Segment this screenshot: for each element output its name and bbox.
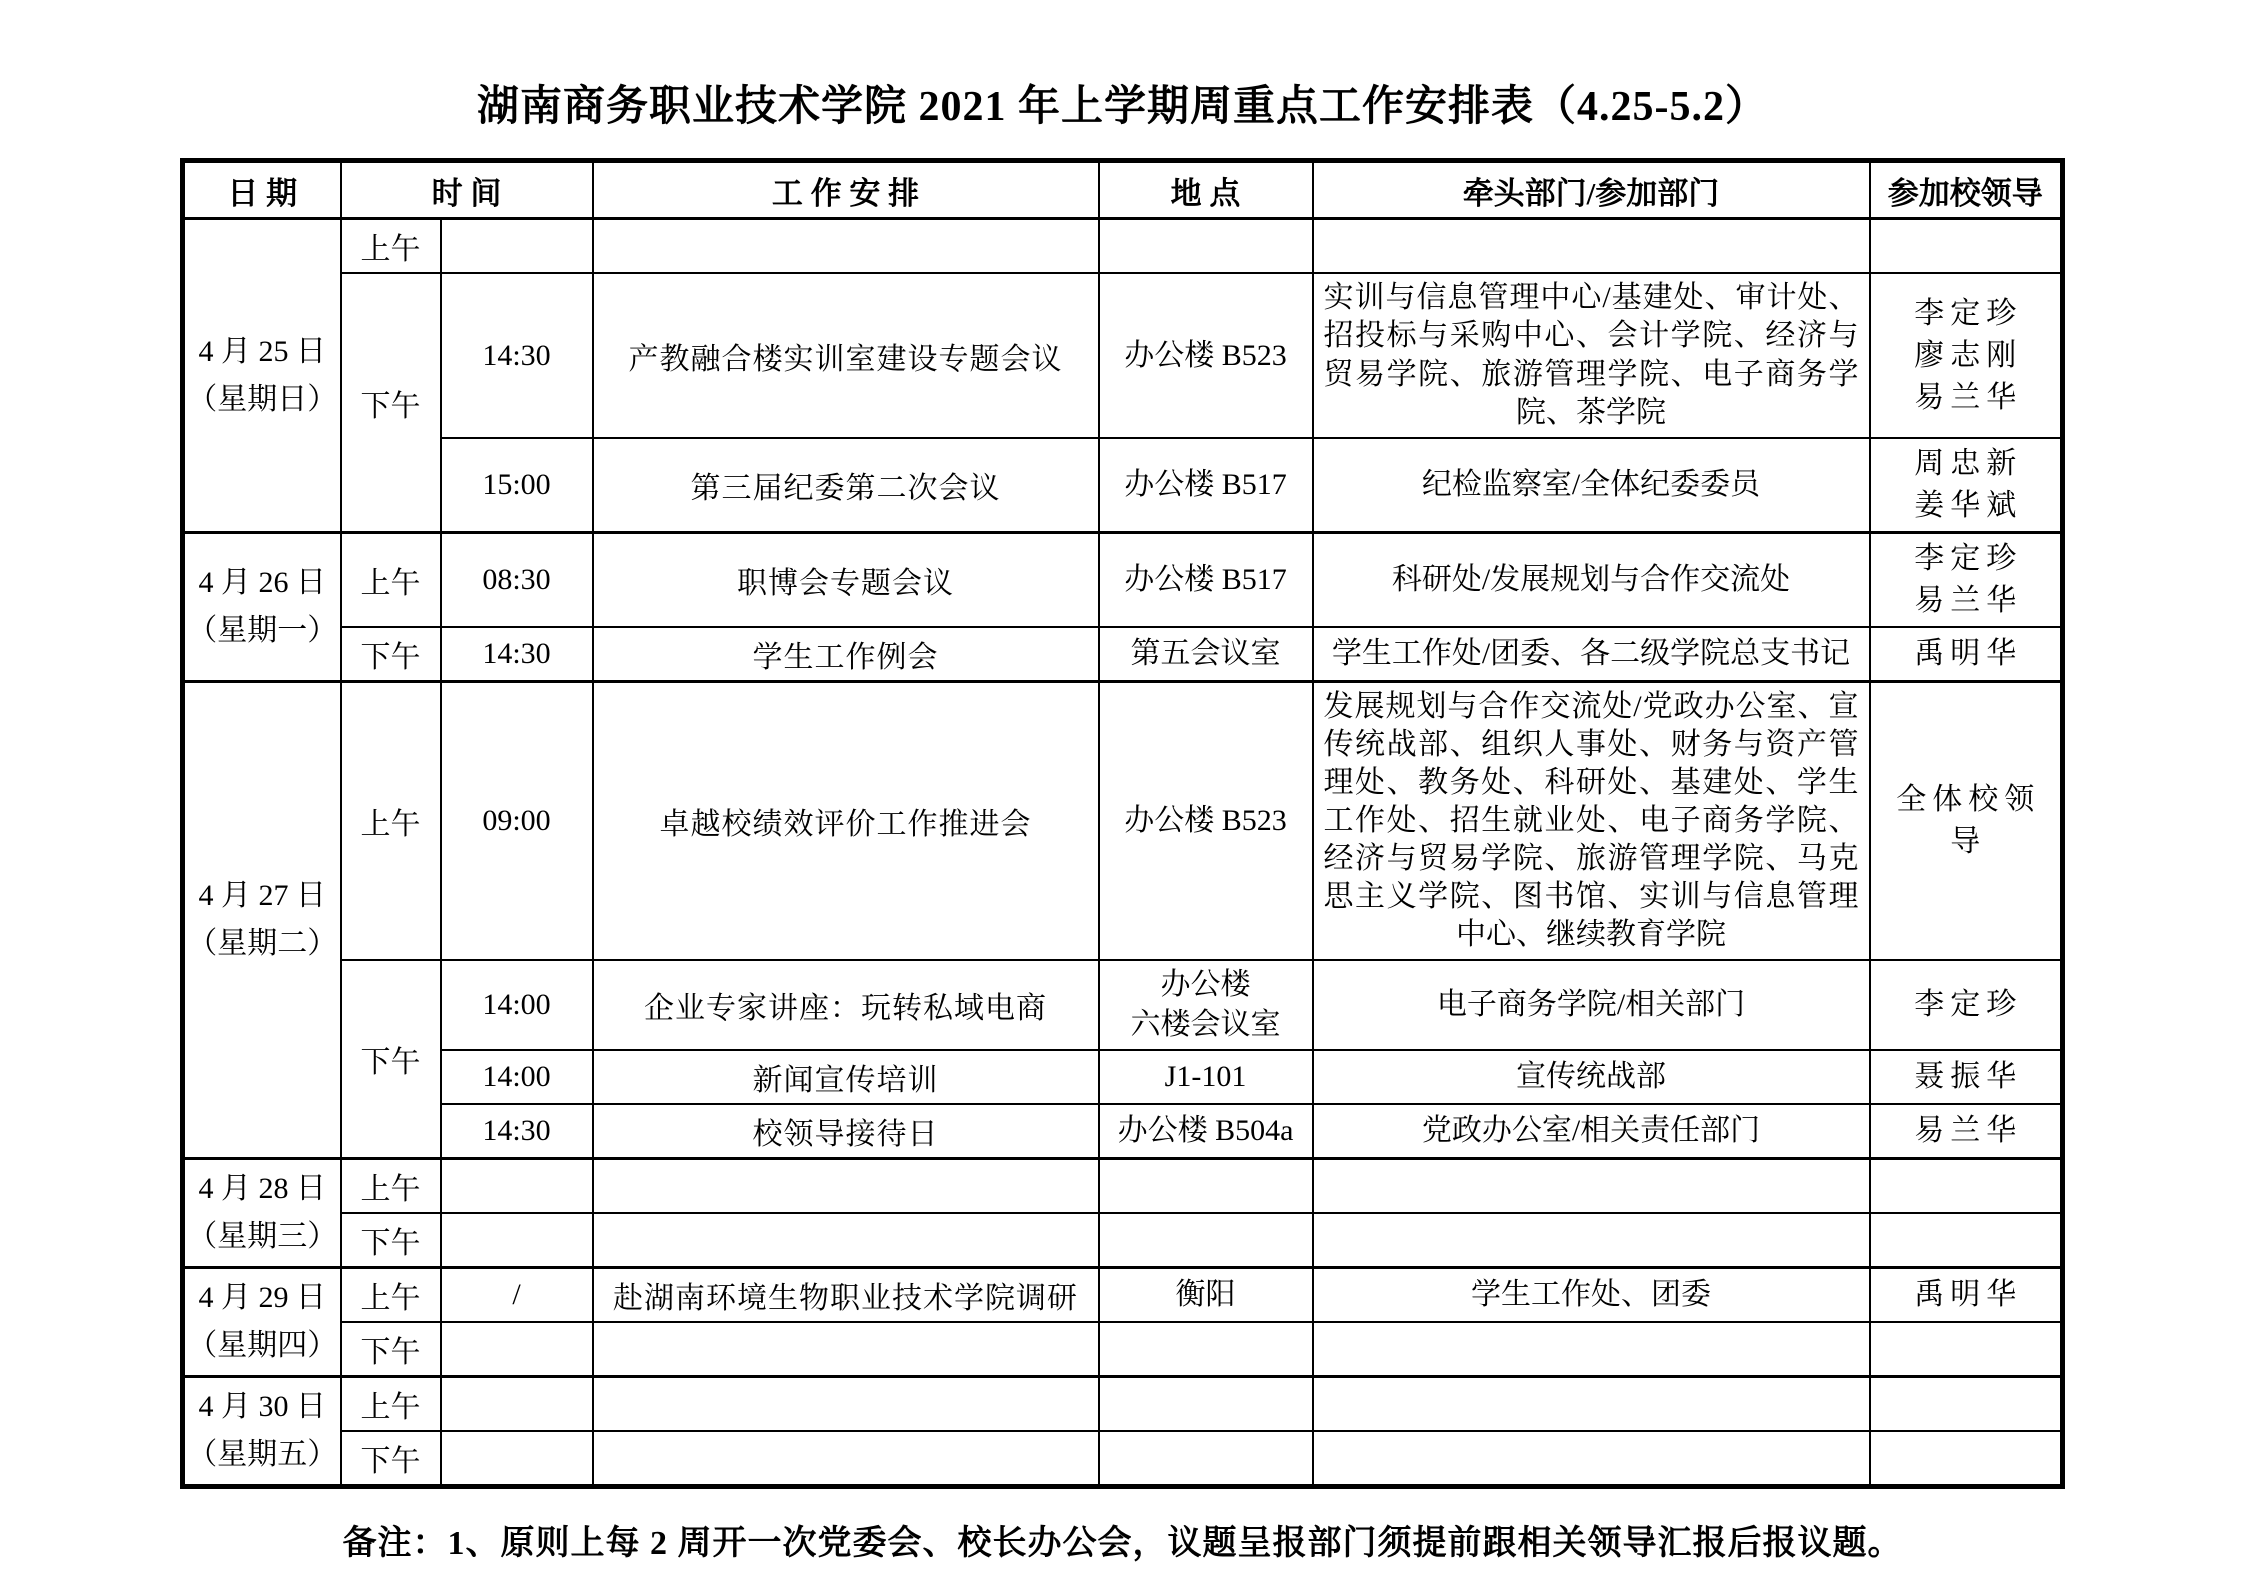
period-cell: 上午: [341, 1267, 441, 1322]
leaders-cell: 禹明华: [1870, 627, 2063, 682]
leaders-cell: [1870, 1322, 2063, 1377]
leaders-cell: [1870, 1431, 2063, 1487]
departments-cell: 党政办公室/相关责任部门: [1313, 1104, 1870, 1159]
leaders-cell: [1870, 1158, 2063, 1213]
period-cell: 上午: [341, 1158, 441, 1213]
departments-cell: 学生工作处/团委、各二级学院总支书记: [1313, 627, 1870, 682]
time-cell: [441, 1322, 593, 1377]
date-cell: 4 月 26 日 （星期一）: [183, 532, 341, 681]
location-cell: 办公楼 B517: [1099, 438, 1313, 533]
work-cell: 校领导接待日: [593, 1104, 1099, 1159]
period-cell: 下午: [341, 1322, 441, 1377]
departments-cell: [1313, 1158, 1870, 1213]
leaders-cell: 李定珍 廖志刚 易兰华: [1870, 273, 2063, 437]
leaders-cell: 李定珍: [1870, 960, 2063, 1049]
work-cell: 职博会专题会议: [593, 532, 1099, 627]
schedule-row: [183, 627, 2063, 682]
departments-cell: [1313, 1322, 1870, 1377]
leaders-cell: 聂振华: [1870, 1050, 2063, 1104]
location-cell: [1099, 1322, 1313, 1377]
period-cell: 上午: [341, 1376, 441, 1431]
work-cell: 学生工作例会: [593, 627, 1099, 682]
work-cell: 卓越校绩效评价工作推进会: [593, 681, 1099, 960]
period-cell: 上午: [341, 532, 441, 627]
departments-cell: [1313, 1431, 1870, 1487]
period-cell: 下午: [341, 627, 441, 682]
header-location: 地 点: [1099, 161, 1313, 219]
location-cell: 办公楼 B523: [1099, 681, 1313, 960]
leaders-cell: [1870, 1376, 2063, 1431]
departments-cell: [1313, 1213, 1870, 1268]
work-cell: [593, 1376, 1099, 1431]
departments-cell: 学生工作处、团委: [1313, 1267, 1870, 1322]
date-cell: 4 月 30 日 （星期五）: [183, 1376, 341, 1486]
time-cell: /: [441, 1267, 593, 1322]
schedule-row: [183, 681, 2063, 960]
period-cell: 下午: [341, 960, 441, 1158]
time-cell: 15:00: [441, 438, 593, 533]
schedule-row: [183, 273, 2063, 437]
schedule-row: [183, 1267, 2063, 1322]
schedule-row: [183, 1050, 2063, 1104]
schedule-row: [183, 1376, 2063, 1431]
work-cell: 新闻宣传培训: [593, 1050, 1099, 1104]
leaders-cell: [1870, 219, 2063, 274]
schedule-row: [183, 1213, 2063, 1268]
departments-cell: [1313, 219, 1870, 274]
location-cell: 办公楼 B517: [1099, 532, 1313, 627]
leaders-cell: 禹明华: [1870, 1267, 2063, 1322]
time-cell: [441, 219, 593, 274]
time-cell: 14:30: [441, 273, 593, 437]
work-cell: [593, 1213, 1099, 1268]
location-cell: 办公楼 B504a: [1099, 1104, 1313, 1159]
header-row: [183, 161, 2063, 219]
time-cell: 14:00: [441, 960, 593, 1049]
leaders-cell: 易兰华: [1870, 1104, 2063, 1159]
location-cell: [1099, 1213, 1313, 1268]
period-cell: 下午: [341, 273, 441, 532]
work-cell: [593, 1158, 1099, 1213]
time-cell: 08:30: [441, 532, 593, 627]
period-cell: 上午: [341, 219, 441, 274]
work-cell: 第三届纪委第二次会议: [593, 438, 1099, 533]
schedule-row: [183, 1431, 2063, 1487]
header-date: 日 期: [183, 161, 341, 219]
work-cell: 企业专家讲座：玩转私域电商: [593, 960, 1099, 1049]
time-cell: 09:00: [441, 681, 593, 960]
footer-note: 备注：1、原则上每 2 周开一次党委会、校长办公会，议题呈报部门须提前跟相关领导汇报后报议题。: [342, 1524, 1903, 1562]
date-cell: 4 月 25 日 （星期日）: [183, 219, 341, 532]
work-cell: [593, 219, 1099, 274]
location-cell: J1-101: [1099, 1050, 1313, 1104]
period-cell: 下午: [341, 1431, 441, 1487]
location-cell: 衡阳: [1099, 1267, 1313, 1322]
schedule-row: [183, 438, 2063, 533]
schedule-row: [183, 532, 2063, 627]
time-cell: [441, 1213, 593, 1268]
header-work: 工 作 安 排: [593, 161, 1099, 219]
time-cell: 14:30: [441, 1104, 593, 1159]
work-cell: 产教融合楼实训室建设专题会议: [593, 273, 1099, 437]
header-time: 时 间: [341, 161, 593, 219]
departments-cell: 宣传统战部: [1313, 1050, 1870, 1104]
date-cell: 4 月 28 日 （星期三）: [183, 1158, 341, 1267]
leaders-cell: [1870, 1213, 2063, 1268]
period-cell: 上午: [341, 681, 441, 960]
time-cell: 14:30: [441, 627, 593, 682]
schedule-row: [183, 1104, 2063, 1159]
schedule-row: [183, 1322, 2063, 1377]
location-cell: [1099, 219, 1313, 274]
leaders-cell: 全体校领导: [1870, 681, 2063, 960]
header-departments: 牵头部门/参加部门: [1313, 161, 1870, 219]
header-leaders: 参加校领导: [1870, 161, 2063, 219]
schedule-table: [180, 158, 2065, 1488]
time-cell: [441, 1376, 593, 1431]
location-cell: 办公楼 B523: [1099, 273, 1313, 437]
schedule-row: [183, 960, 2063, 1049]
work-cell: [593, 1322, 1099, 1377]
departments-cell: 发展规划与合作交流处/党政办公室、宣传统战部、组织人事处、财务与资产管理处、教务处、科研处、基建处、学生工作处、招生就业处、电子商务学院、经济与贸易学院、旅游管理学院、马克思主义学院、图书馆、实训与信息管理中心、继续教育学院: [1313, 681, 1870, 960]
time-cell: [441, 1158, 593, 1213]
work-cell: 赴湖南环境生物职业技术学院调研: [593, 1267, 1099, 1322]
location-cell: [1099, 1158, 1313, 1213]
location-cell: 办公楼 六楼会议室: [1099, 960, 1313, 1049]
departments-cell: 电子商务学院/相关部门: [1313, 960, 1870, 1049]
schedule-row: [183, 219, 2063, 274]
location-cell: [1099, 1376, 1313, 1431]
date-cell: 4 月 29 日 （星期四）: [183, 1267, 341, 1376]
leaders-cell: 李定珍 易兰华: [1870, 532, 2063, 627]
location-cell: [1099, 1431, 1313, 1487]
departments-cell: 科研处/发展规划与合作交流处: [1313, 532, 1870, 627]
page-title: 湖南商务职业技术学院 2021 年上学期周重点工作安排表（4.25-5.2）: [477, 84, 1768, 130]
time-cell: [441, 1431, 593, 1487]
work-cell: [593, 1431, 1099, 1487]
location-cell: 第五会议室: [1099, 627, 1313, 682]
departments-cell: 纪检监察室/全体纪委委员: [1313, 438, 1870, 533]
departments-cell: [1313, 1376, 1870, 1431]
schedule-row: [183, 1158, 2063, 1213]
departments-cell: 实训与信息管理中心/基建处、审计处、招投标与采购中心、会计学院、经济与贸易学院、旅游管理学院、电子商务学院、茶学院: [1313, 273, 1870, 437]
period-cell: 下午: [341, 1213, 441, 1268]
leaders-cell: 周忠新 姜华斌: [1870, 438, 2063, 533]
time-cell: 14:00: [441, 1050, 593, 1104]
date-cell: 4 月 27 日 （星期二）: [183, 681, 341, 1158]
